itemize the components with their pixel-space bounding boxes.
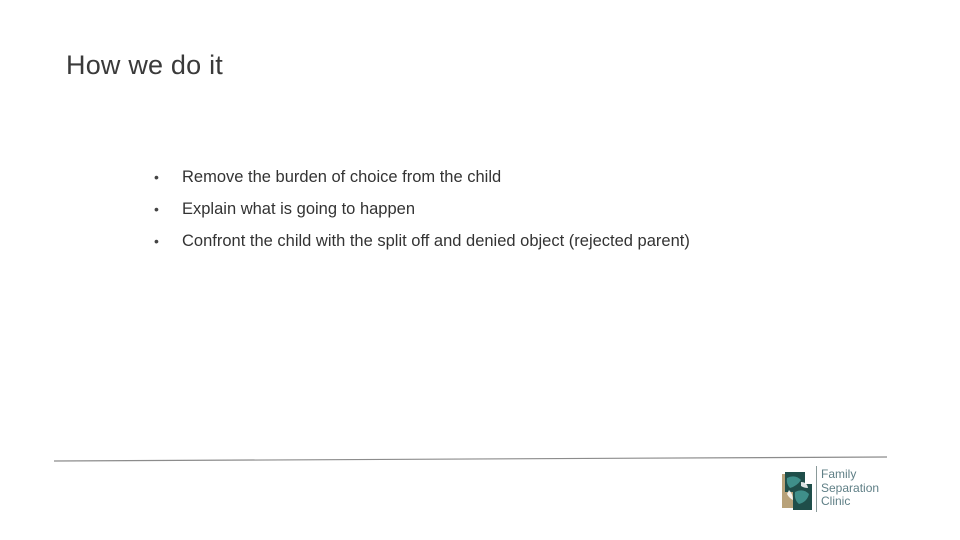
slide-title: How we do it	[66, 50, 223, 80]
bullet-icon: •	[154, 233, 159, 249]
logo-line-3: Clinic	[821, 494, 851, 508]
list-item	[150, 168, 690, 200]
clinic-logo	[781, 466, 891, 512]
bullet-text: Confront the child with the split off and denied object (rejected parent)	[182, 232, 690, 250]
bullet-list	[150, 168, 690, 264]
logo-line-2: Separation	[821, 480, 880, 495]
bullet-icon: •	[154, 169, 159, 185]
logo-divider	[816, 466, 817, 512]
bullet-text: Remove the burden of choice from the child	[182, 168, 502, 186]
list-item	[150, 200, 690, 232]
clinic-logo-icon	[781, 470, 813, 512]
list-item	[150, 232, 690, 264]
bullet-icon: •	[154, 201, 159, 217]
logo-line-1: Family	[821, 467, 857, 481]
bullet-text: Explain what is going to happen	[182, 200, 415, 218]
logo-wordmark	[821, 468, 879, 509]
footer-divider	[54, 455, 887, 463]
